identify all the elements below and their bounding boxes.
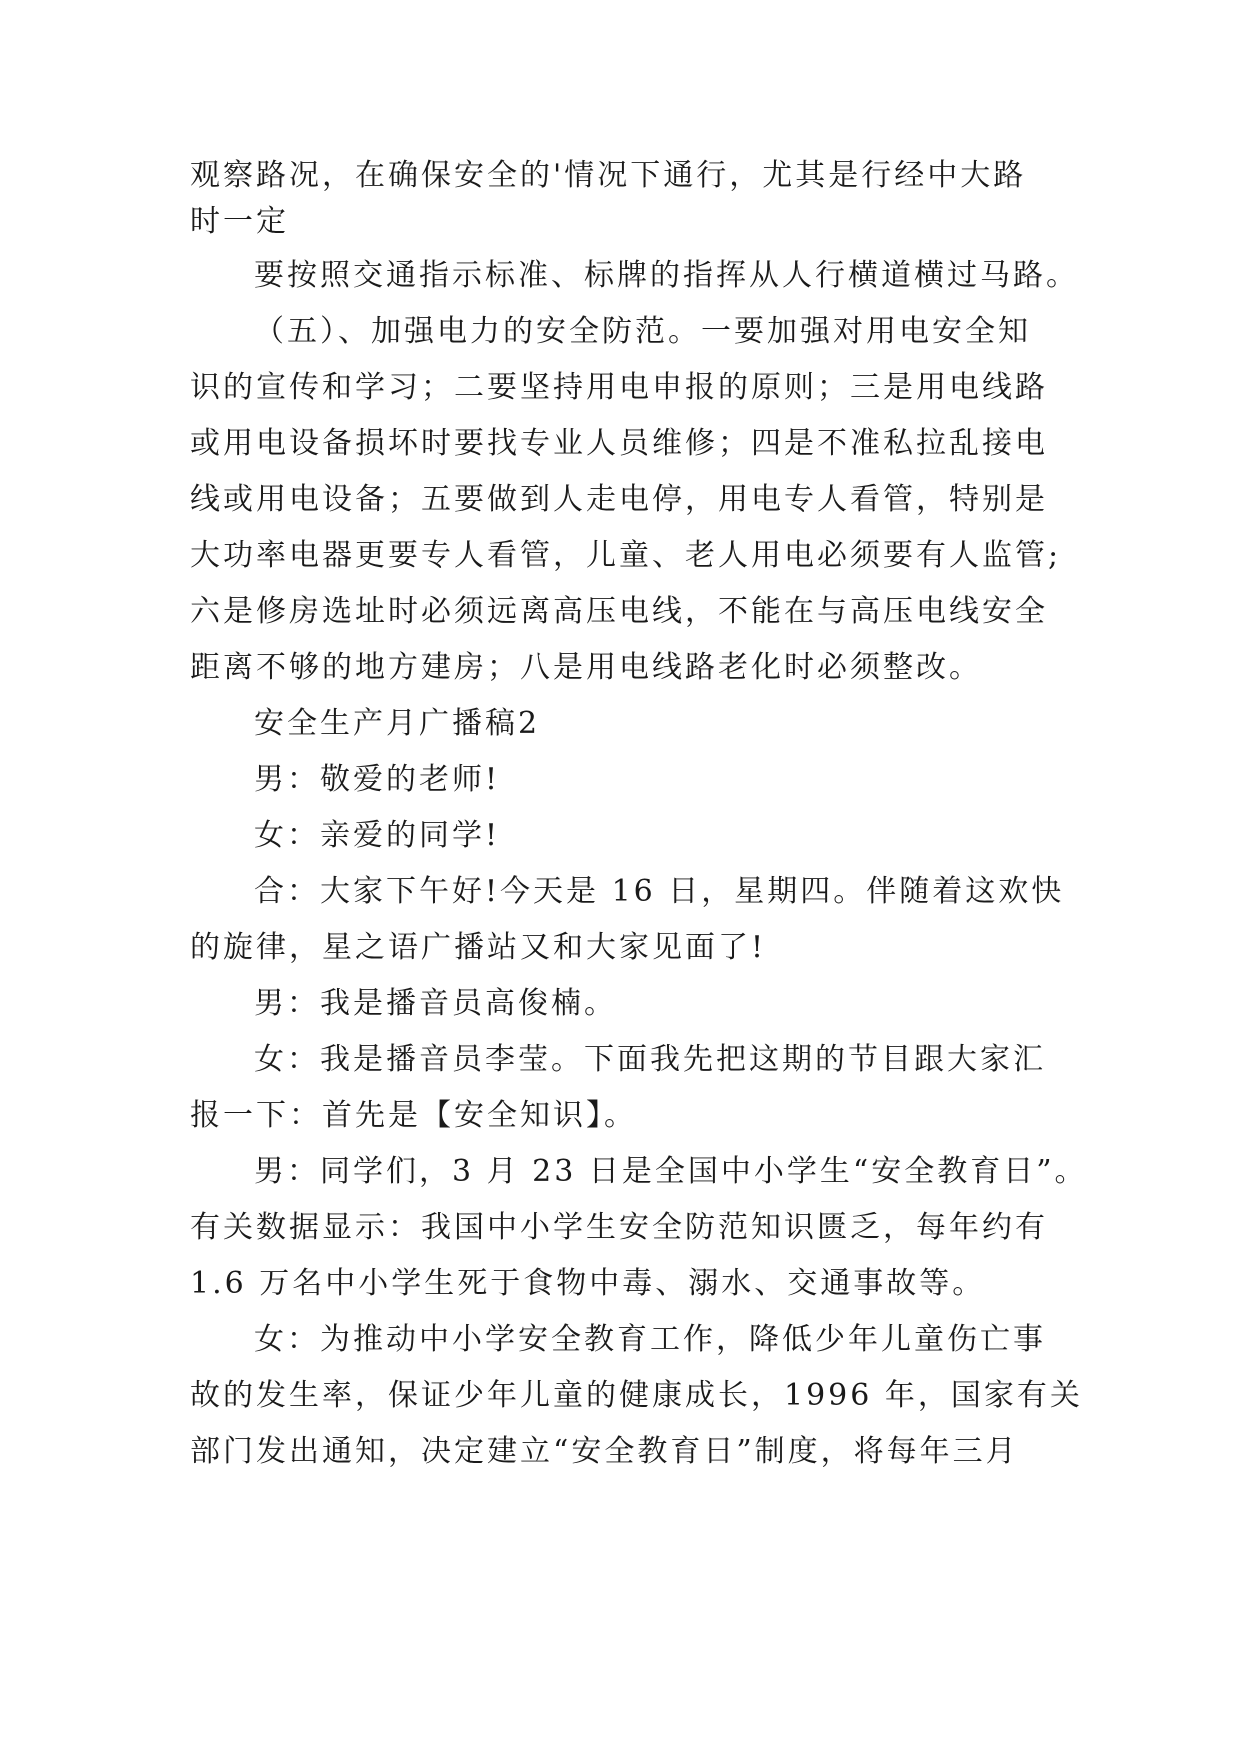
text-line-7: 线或用电设备；五要做到人走电停，用电专人看管，特别是	[190, 482, 1048, 517]
text-line-3: 要按照交通指示标准、标牌的指挥从人行横道横过马路。	[254, 258, 1079, 293]
text-line-2: 时一定	[190, 204, 289, 239]
text-line-21: 1.6 万名中小学生死于食物中毒、溺水、交通事故等。	[190, 1266, 986, 1301]
text-line-12: 男：敬爱的老师!	[254, 762, 501, 797]
text-line-14: 合：大家下午好!今天是 16 日，星期四。伴随着这欢快	[254, 874, 1065, 909]
text-line-22: 女：为推动中小学安全教育工作，降低少年儿童伤亡事	[254, 1322, 1046, 1357]
text-line-24: 部门发出通知，决定建立“安全教育日”制度，将每年三月	[190, 1434, 1019, 1469]
text-line-1: 观察路况，在确保安全的'情况下通行，尤其是行经中大路	[190, 158, 1027, 193]
text-line-18: 报一下：首先是【安全知识】。	[190, 1098, 637, 1133]
text-line-9: 六是修房选址时必须远离高压电线，不能在与高压电线安全	[190, 594, 1048, 629]
text-line-10: 距离不够的地方建房；八是用电线路老化时必须整改。	[190, 650, 982, 685]
text-line-6: 或用电设备损坏时要找专业人员维修；四是不准私拉乱接电	[190, 426, 1048, 461]
text-line-23: 故的发生率，保证少年儿童的健康成长，1996 年，国家有关	[190, 1378, 1083, 1413]
text-line-17: 女：我是播音员李莹。下面我先把这期的节目跟大家汇	[254, 1042, 1046, 1077]
text-line-16: 男：我是播音员高俊楠。	[254, 986, 617, 1021]
text-line-19: 男：同学们，3 月 23 日是全国中小学生“安全教育日”。	[254, 1154, 1088, 1189]
text-line-15: 的旋律，星之语广播站又和大家见面了!	[190, 930, 767, 965]
text-line-13: 女：亲爱的同学!	[254, 818, 501, 853]
text-line-4: （五）、加强电力的安全防范。一要加强对用电安全知	[254, 314, 1031, 349]
text-line-5: 识的宣传和学习；二要坚持用电申报的原则；三是用电线路	[190, 370, 1048, 405]
text-line-8: 大功率电器更要专人看管，儿童、老人用电必须要有人监管;	[190, 538, 1062, 573]
section-heading: 安全生产月广播稿2	[254, 706, 541, 741]
text-line-20: 有关数据显示：我国中小学生安全防范知识匮乏，每年约有	[190, 1210, 1048, 1245]
